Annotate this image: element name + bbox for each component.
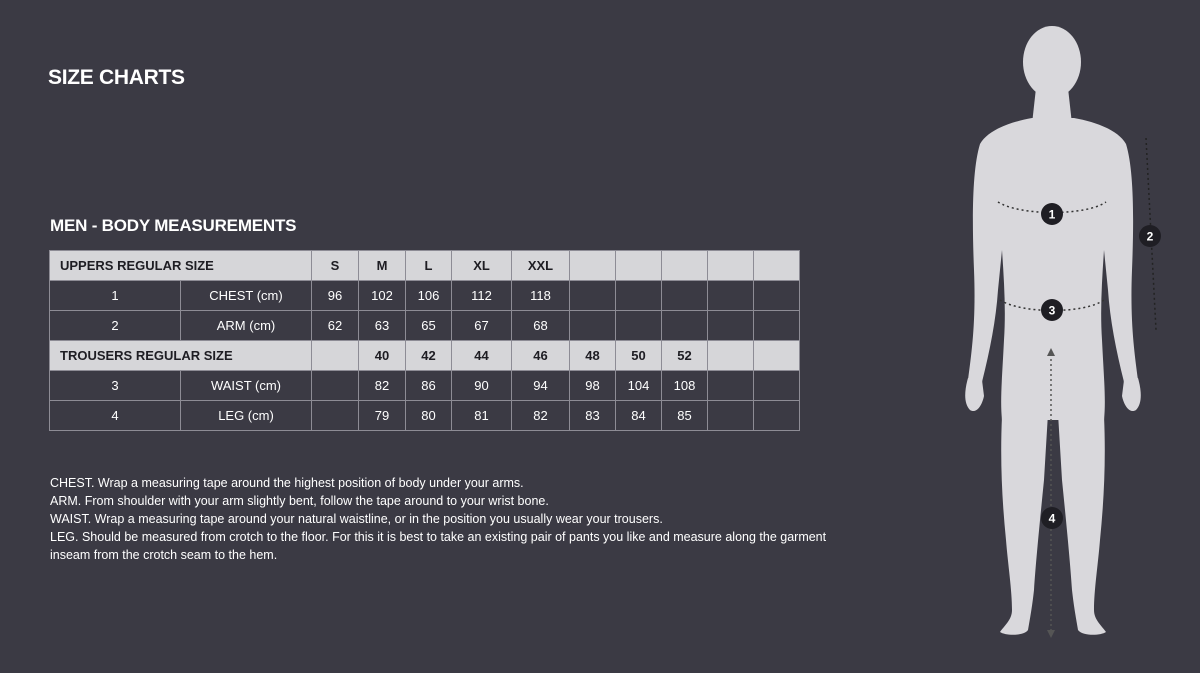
measurement-number-cell: 4	[50, 401, 181, 431]
measurement-value-cell	[754, 371, 800, 401]
size-header-cell: 50	[616, 341, 662, 371]
measurement-value-cell: 112	[452, 281, 512, 311]
uppers-header-row	[50, 251, 800, 281]
measurement-value-cell: 80	[406, 401, 452, 431]
size-header-cell: 48	[570, 341, 616, 371]
measurement-value-cell	[662, 311, 708, 341]
body-silhouette-illustration	[940, 20, 1200, 668]
size-header-cell: 40	[359, 341, 406, 371]
table-row	[50, 371, 800, 401]
table-row	[50, 311, 800, 341]
size-header-cell: M	[359, 251, 406, 281]
measurement-value-cell: 84	[616, 401, 662, 431]
human-silhouette	[965, 26, 1141, 635]
size-header-cell: XL	[452, 251, 512, 281]
size-header-cell	[708, 251, 754, 281]
size-header-cell: XXL	[512, 251, 570, 281]
measurement-value-cell	[754, 281, 800, 311]
measurement-value-cell	[312, 401, 359, 431]
page-title: SIZE CHARTS	[48, 66, 185, 89]
marker-leg	[1041, 507, 1063, 529]
size-table	[49, 250, 800, 431]
measurement-value-cell: 81	[452, 401, 512, 431]
measurement-value-cell	[708, 281, 754, 311]
measurement-value-cell	[312, 371, 359, 401]
measurement-value-cell	[616, 311, 662, 341]
measurement-value-cell: 90	[452, 371, 512, 401]
measurement-value-cell: 62	[312, 311, 359, 341]
measurement-value-cell: 106	[406, 281, 452, 311]
leg-arrow-bottom-icon	[1047, 630, 1055, 638]
measurement-value-cell	[570, 311, 616, 341]
measurement-value-cell: 65	[406, 311, 452, 341]
measurement-value-cell: 94	[512, 371, 570, 401]
size-header-cell: 44	[452, 341, 512, 371]
measurement-number-cell: 2	[50, 311, 181, 341]
measurement-value-cell	[708, 371, 754, 401]
size-header-cell	[754, 251, 800, 281]
measurement-value-cell: 68	[512, 311, 570, 341]
body-figure	[940, 20, 1200, 668]
size-header-cell: 42	[406, 341, 452, 371]
table-row	[50, 401, 800, 431]
size-header-cell: 46	[512, 341, 570, 371]
size-header-cell: S	[312, 251, 359, 281]
measurement-number-cell: 3	[50, 371, 181, 401]
measurement-name-cell: ARM (cm)	[181, 311, 312, 341]
marker-leg-label: 4	[1048, 511, 1056, 526]
size-header-cell: L	[406, 251, 452, 281]
measurement-value-cell	[616, 281, 662, 311]
measurement-value-cell	[708, 311, 754, 341]
size-header-cell	[754, 341, 800, 371]
measurement-value-cell: 79	[359, 401, 406, 431]
marker-waist	[1041, 299, 1063, 321]
measurement-value-cell: 104	[616, 371, 662, 401]
note-waist: WAIST. Wrap a measuring tape around your natural waistline, or in the position you usually wear your trousers.	[50, 512, 663, 526]
measurement-value-cell	[754, 401, 800, 431]
note-leg: LEG. Should be measured from crotch to the floor. For this it is best to take an existing pair of pants you like and measure along the garment inseam from the crotch seam to the hem.	[50, 530, 827, 562]
size-header-cell	[662, 251, 708, 281]
measurement-name-cell: WAIST (cm)	[181, 371, 312, 401]
measurement-value-cell: 98	[570, 371, 616, 401]
measurement-number-cell: 1	[50, 281, 181, 311]
uppers-header-row-label: UPPERS REGULAR SIZE	[50, 251, 312, 281]
size-header-cell	[616, 251, 662, 281]
measurement-value-cell: 108	[662, 371, 708, 401]
trousers-header-row	[50, 341, 800, 371]
measurement-value-cell	[662, 281, 708, 311]
marker-waist-label: 3	[1048, 303, 1056, 318]
measurement-value-cell	[754, 311, 800, 341]
size-header-cell	[708, 341, 754, 371]
measurement-name-cell: LEG (cm)	[181, 401, 312, 431]
size-header-cell: 52	[662, 341, 708, 371]
marker-chest	[1041, 203, 1063, 225]
measurement-value-cell: 102	[359, 281, 406, 311]
measurement-value-cell: 86	[406, 371, 452, 401]
note-arm: ARM. From shoulder with your arm slightly bent, follow the tape around to your wrist bone.	[50, 494, 549, 508]
measurement-value-cell: 96	[312, 281, 359, 311]
measurement-value-cell: 85	[662, 401, 708, 431]
measurement-name-cell: CHEST (cm)	[181, 281, 312, 311]
measurement-value-cell: 82	[359, 371, 406, 401]
size-header-cell	[570, 251, 616, 281]
measurement-value-cell: 67	[452, 311, 512, 341]
table-row	[50, 281, 800, 311]
marker-arm-label: 2	[1146, 229, 1154, 244]
measurement-value-cell: 83	[570, 401, 616, 431]
measurement-value-cell	[708, 401, 754, 431]
trousers-header-row-label: TROUSERS REGULAR SIZE	[50, 341, 312, 371]
note-chest: CHEST. Wrap a measuring tape around the highest position of body under your arms.	[50, 476, 524, 490]
marker-chest-label: 1	[1048, 207, 1056, 222]
measurement-value-cell: 118	[512, 281, 570, 311]
measurement-value-cell	[570, 281, 616, 311]
marker-arm	[1139, 225, 1161, 247]
size-header-cell	[312, 341, 359, 371]
measurement-value-cell: 82	[512, 401, 570, 431]
measurement-value-cell: 63	[359, 311, 406, 341]
measurement-notes	[50, 474, 850, 564]
section-title: MEN - BODY MEASUREMENTS	[50, 216, 297, 235]
